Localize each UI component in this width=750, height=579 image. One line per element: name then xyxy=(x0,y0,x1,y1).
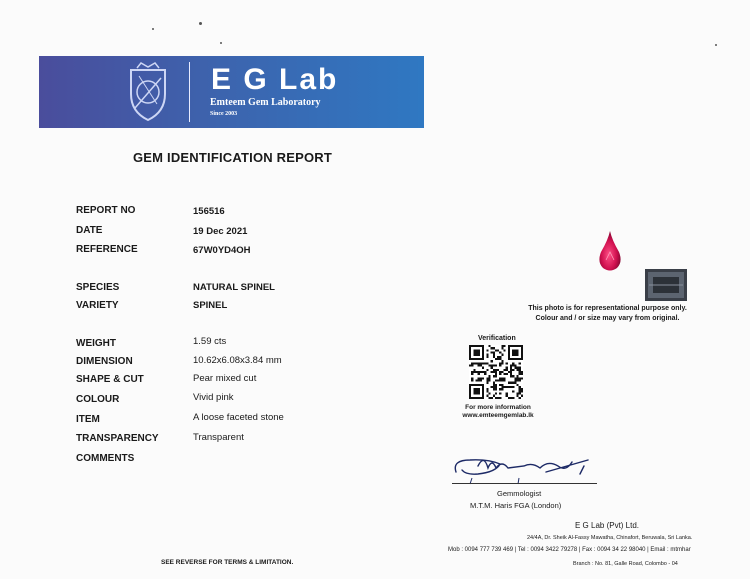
company-branch: Branch : No. 81, Galle Road, Colombo - 04 xyxy=(573,561,678,567)
field-label: ITEM xyxy=(76,414,100,425)
field-label: COMMENTS xyxy=(76,453,135,464)
company-name: E G Lab (Pvt) Ltd. xyxy=(575,521,640,530)
speckle xyxy=(220,42,222,44)
speckle xyxy=(715,44,717,46)
field-value: Transparent xyxy=(193,432,244,443)
field-label: REFERENCE xyxy=(76,244,138,255)
verification-label: Verification xyxy=(478,335,516,342)
field-label: WEIGHT xyxy=(76,338,116,349)
field-value: SPINEL xyxy=(193,300,228,311)
field-label: TRANSPARENCY xyxy=(76,433,159,444)
qr-code[interactable] xyxy=(469,345,523,399)
field-value: 67W0YD4OH xyxy=(193,245,251,256)
terms-note: SEE REVERSE FOR TERMS & LIMITATION. xyxy=(161,559,294,566)
photo-disclaimer-line: Colour and / or size may vary from original. xyxy=(535,315,680,322)
lab-crest-icon xyxy=(117,62,179,124)
more-info-text: For more information xyxy=(465,404,531,411)
field-value: 10.62x6.08x3.84 mm xyxy=(193,355,282,366)
field-label: SPECIES xyxy=(76,282,120,293)
photo-disclaimer xyxy=(525,304,690,324)
field-value: Pear mixed cut xyxy=(193,373,257,384)
field-label: COLOUR xyxy=(76,394,120,405)
brand-since: Since 2003 xyxy=(210,111,238,117)
header-banner xyxy=(39,56,424,128)
brand-subtitle: Emteem Gem Laboratory xyxy=(210,97,321,108)
field-label: REPORT NO xyxy=(76,205,136,216)
field-label: DIMENSION xyxy=(76,356,133,367)
signature-line xyxy=(452,483,597,484)
website-link[interactable]: www.emteemgemlab.lk xyxy=(462,412,534,419)
company-address: 24/4A, Dr. Sheik Al-Fassy Mawatha, Chinafort, Beruwala, Sri Lanka. xyxy=(527,535,693,541)
speckle xyxy=(199,22,202,25)
brand-name: E G Lab xyxy=(211,63,339,96)
speckle xyxy=(152,28,154,30)
banner-divider xyxy=(189,62,190,122)
field-label: SHAPE & CUT xyxy=(76,374,144,385)
gemmologist-title: Gemmologist xyxy=(497,489,542,498)
photo-disclaimer-line: This photo is for representational purpose only. xyxy=(528,305,687,312)
field-value: NATURAL SPINEL xyxy=(193,282,275,293)
field-label: DATE xyxy=(76,225,103,236)
gemmologist-name: M.T.M. Haris FGA (London) xyxy=(470,501,562,510)
more-info xyxy=(462,404,534,420)
company-contact: Mob : 0094 777 739 469 | Tel : 0094 3422 79278 | Fax : 0094 34 22 98040 | Email : mtmhar xyxy=(448,547,691,553)
field-value: Vivid pink xyxy=(193,392,234,403)
field-value: 1.59 cts xyxy=(193,336,227,347)
hologram-sticker xyxy=(645,269,687,301)
field-value: A loose faceted stone xyxy=(193,412,284,423)
report-title: GEM IDENTIFICATION REPORT xyxy=(133,150,333,165)
field-value: 19 Dec 2021 xyxy=(193,226,248,237)
field-label: VARIETY xyxy=(76,300,119,311)
field-value: 156516 xyxy=(193,206,225,217)
gem-photo xyxy=(597,230,623,272)
